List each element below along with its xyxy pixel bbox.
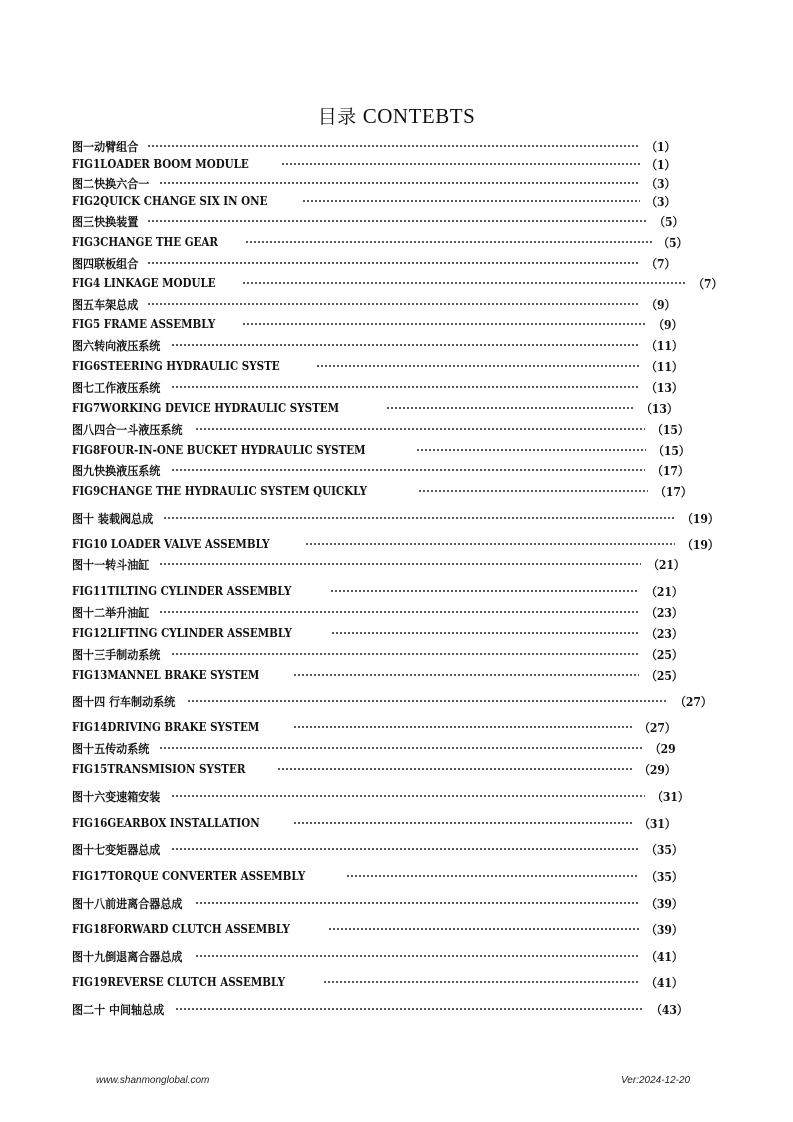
toc-leader-dots [195, 427, 645, 431]
toc-entry-page: （17） [655, 484, 692, 499]
toc-leader-dots [330, 589, 639, 593]
page-title [0, 102, 793, 129]
toc-entry[interactable] [72, 948, 683, 964]
toc-entry-page: （5） [657, 235, 687, 250]
toc-entry-label: FIG2QUICK CHANGE SIX IN ONE [72, 194, 268, 208]
toc-entry[interactable] [72, 536, 719, 552]
toc-entry-page: （13） [646, 380, 683, 395]
toc-leader-dots [171, 468, 645, 472]
toc-entry[interactable] [72, 421, 689, 437]
toc-entry[interactable] [72, 510, 719, 526]
toc-leader-dots [416, 448, 646, 452]
toc-entry-page: （19） [682, 511, 719, 526]
toc-entry-page: （7） [692, 276, 722, 291]
toc-entry-label: 图三快换装置 [72, 214, 139, 229]
toc-leader-dots [418, 489, 648, 493]
toc-entry[interactable] [72, 213, 683, 229]
toc-leader-dots [245, 240, 652, 244]
toc-entry-label: FIG17TORQUE CONVERTER ASSEMBLY [72, 869, 306, 883]
toc-entry[interactable] [72, 175, 675, 191]
toc-entry-label: FIG13MANNEL BRAKE SYSTEM [72, 668, 260, 682]
toc-entry[interactable] [72, 841, 683, 857]
toc-entry-label: FIG12LIFTING CYLINDER ASSEMBLY [72, 626, 292, 640]
toc-entry[interactable] [72, 740, 676, 756]
toc-leader-dots [316, 364, 639, 368]
toc-leader-dots [159, 181, 640, 185]
toc-entry-label: 图十六变速箱安装 [72, 789, 161, 804]
toc-entry-page: （31） [652, 789, 689, 804]
toc-entry-page: （15） [653, 443, 690, 458]
toc-entry-page: （11） [646, 359, 683, 374]
toc-entry-page: （15） [652, 422, 689, 437]
toc-entry[interactable] [72, 667, 683, 683]
toc-entry-label: FIG19REVERSE CLUTCH ASSEMBLY [72, 975, 285, 989]
toc-entry-page: （21） [646, 584, 683, 599]
toc-entry-page: （3） [645, 176, 675, 191]
toc-entry[interactable] [72, 1001, 688, 1017]
toc-entry[interactable] [72, 646, 683, 662]
toc-leader-dots [171, 385, 639, 389]
toc-entry[interactable] [72, 483, 692, 499]
toc-leader-dots [305, 542, 676, 546]
toc-entry-page: （1） [645, 157, 675, 172]
toc-entry-label: 图十三手制动系统 [72, 647, 161, 662]
toc-leader-dots [147, 261, 640, 265]
toc-entry[interactable] [72, 337, 683, 353]
footer-website: www.shanmonglobal.com [96, 1075, 210, 1086]
toc-entry-label: 图一动臂组合 [72, 139, 139, 154]
toc-entry[interactable] [72, 400, 678, 416]
toc-leader-dots [386, 406, 635, 410]
toc-entry-label: 图七工作液压系统 [72, 380, 161, 395]
toc-leader-dots [346, 874, 639, 878]
toc-entry[interactable] [72, 296, 675, 312]
toc-entry-page: （27） [675, 694, 712, 709]
toc-leader-dots [277, 767, 633, 771]
toc-leader-dots [293, 673, 639, 677]
toc-entry[interactable] [72, 358, 683, 374]
toc-entry-page: （7） [645, 256, 675, 271]
toc-entry-page: （17） [652, 463, 689, 478]
toc-entry-label: 图十四 行车制动系统 [72, 694, 176, 709]
toc-entry-label: FIG1LOADER BOOM MODULE [72, 157, 249, 171]
toc-leader-dots [163, 516, 675, 520]
toc-leader-dots [147, 144, 640, 148]
toc-entry-page: （29） [639, 762, 676, 777]
toc-leader-dots [187, 699, 668, 703]
toc-entry[interactable] [72, 815, 676, 831]
toc-entry[interactable] [72, 583, 683, 599]
toc-entry[interactable] [72, 379, 683, 395]
toc-entry[interactable] [72, 974, 683, 990]
toc-entry-label: FIG3CHANGE THE GEAR [72, 235, 218, 249]
toc-leader-dots [195, 954, 639, 958]
toc-entry-page: （19） [682, 537, 719, 552]
toc-leader-dots [302, 199, 639, 203]
toc-leader-dots [159, 610, 639, 614]
toc-entry-page: （11） [646, 338, 683, 353]
toc-entry-label: 图六转向液压系统 [72, 338, 161, 353]
toc-entry-label: FIG15TRANSMISION SYSTER [72, 762, 246, 776]
toc-entry[interactable] [72, 556, 685, 572]
toc-entry-label: FIG4 LINKAGE MODULE [72, 276, 216, 290]
toc-entry-label: 图十二举升油缸 [72, 605, 150, 620]
toc-entry-label: 图十五传动系统 [72, 741, 150, 756]
toc-entry-page: （23） [646, 626, 683, 641]
toc-entry[interactable] [72, 156, 675, 172]
toc-entry-page: （35） [646, 842, 683, 857]
toc-entry[interactable] [72, 442, 690, 458]
toc-leader-dots [147, 302, 640, 306]
toc-entry[interactable] [72, 921, 683, 937]
toc-entry-page: （25） [646, 668, 683, 683]
toc-entry-label: FIG10 LOADER VALVE ASSEMBLY [72, 537, 270, 551]
toc-leader-dots [242, 281, 687, 285]
toc-leader-dots [323, 980, 640, 984]
toc-entry[interactable] [72, 788, 689, 804]
toc-entry[interactable] [72, 604, 683, 620]
toc-entry-label: 图十 装载阀总成 [72, 511, 154, 526]
toc-entry-page: （35） [646, 869, 683, 884]
toc-entry-label: FIG8FOUR-IN-ONE BUCKET HYDRAULIC SYSTEM [72, 443, 366, 457]
toc-entry-page: （41） [646, 949, 683, 964]
toc-entry-page: （5） [653, 214, 683, 229]
toc-entry-label: 图二快换六合一 [72, 176, 150, 191]
toc-entry[interactable] [72, 719, 676, 735]
toc-entry-label: FIG16GEARBOX INSTALLATION [72, 816, 260, 830]
toc-entry[interactable] [72, 138, 675, 154]
toc-entry-page: （29 [650, 741, 676, 756]
toc-leader-dots [293, 725, 632, 729]
toc-leader-dots [281, 162, 640, 166]
toc-entry-page: （23） [646, 605, 683, 620]
toc-entry-page: （13） [641, 401, 678, 416]
toc-entry-page: （25） [646, 647, 683, 662]
toc-entry[interactable] [72, 761, 676, 777]
toc-entry-page: （39） [646, 922, 683, 937]
toc-leader-dots [328, 927, 639, 931]
toc-leader-dots [171, 794, 645, 798]
toc-entry-label: 图二十 中间轴总成 [72, 1002, 165, 1017]
toc-entry-label: 图十一转斗油缸 [72, 557, 150, 572]
toc-entry[interactable] [72, 255, 675, 271]
footer-version: Ver:2024-12-20 [621, 1075, 691, 1086]
toc-entry[interactable] [72, 895, 683, 911]
toc-entry[interactable] [72, 234, 687, 250]
toc-entry-page: （9） [645, 297, 675, 312]
toc-leader-dots [175, 1007, 644, 1011]
toc-entry-page: （39） [646, 896, 683, 911]
toc-entry-page: （21） [648, 557, 685, 572]
toc-entry-label: 图十八前进离合器总成 [72, 896, 183, 911]
toc-leader-dots [171, 343, 639, 347]
title-en: CONTEBTS [362, 104, 476, 128]
toc-entry-label: 图九快换液压系统 [72, 463, 161, 478]
toc-entry-page: （41） [646, 975, 683, 990]
toc-leader-dots [293, 821, 632, 825]
toc-entry-page: （9） [652, 317, 682, 332]
toc-leader-dots [171, 652, 639, 656]
toc-entry-label: FIG9CHANGE THE HYDRAULIC SYSTEM QUICKLY [72, 484, 368, 498]
toc-entry-label: FIG18FORWARD CLUTCH ASSEMBLY [72, 922, 290, 936]
toc-entry-label: FIG7WORKING DEVICE HYDRAULIC SYSTEM [72, 401, 340, 415]
toc-entry-label: FIG5 FRAME ASSEMBLY [72, 317, 216, 331]
toc-entry-label: 图四联板组合 [72, 256, 139, 271]
toc-entry-label: FIG14DRIVING BRAKE SYSTEM [72, 720, 260, 734]
toc-entry[interactable] [72, 275, 722, 291]
title-cn: 目录 [317, 106, 357, 128]
toc-entry-page: （1） [645, 139, 675, 154]
toc-entry-page: （27） [639, 720, 676, 735]
toc-entry[interactable] [72, 462, 689, 478]
toc-leader-dots [195, 901, 639, 905]
toc-entry-page: （31） [639, 816, 676, 831]
toc-leader-dots [159, 746, 644, 750]
toc-entry-page: （43） [651, 1002, 688, 1017]
toc-entry-page: （3） [645, 194, 675, 209]
toc-leader-dots [171, 847, 639, 851]
toc-entry[interactable] [72, 868, 683, 884]
toc-entry[interactable] [72, 193, 675, 209]
toc-leader-dots [331, 631, 640, 635]
toc-entry[interactable] [72, 693, 712, 709]
toc-entry[interactable] [72, 625, 683, 641]
toc-entry-label: 图五车架总成 [72, 297, 139, 312]
toc-entry-label: 图十九倒退离合器总成 [72, 949, 183, 964]
toc-entry-label: 图八四合一斗液压系统 [72, 422, 183, 437]
toc-entry[interactable] [72, 316, 682, 332]
toc-leader-dots [159, 562, 641, 566]
toc-leader-dots [242, 322, 647, 326]
toc-entry-label: FIG11TILTING CYLINDER ASSEMBLY [72, 584, 292, 598]
toc-entry-label: 图十七变矩器总成 [72, 842, 161, 857]
toc-entry-label: FIG6STEERING HYDRAULIC SYSTE [72, 359, 280, 373]
toc-leader-dots [147, 219, 648, 223]
